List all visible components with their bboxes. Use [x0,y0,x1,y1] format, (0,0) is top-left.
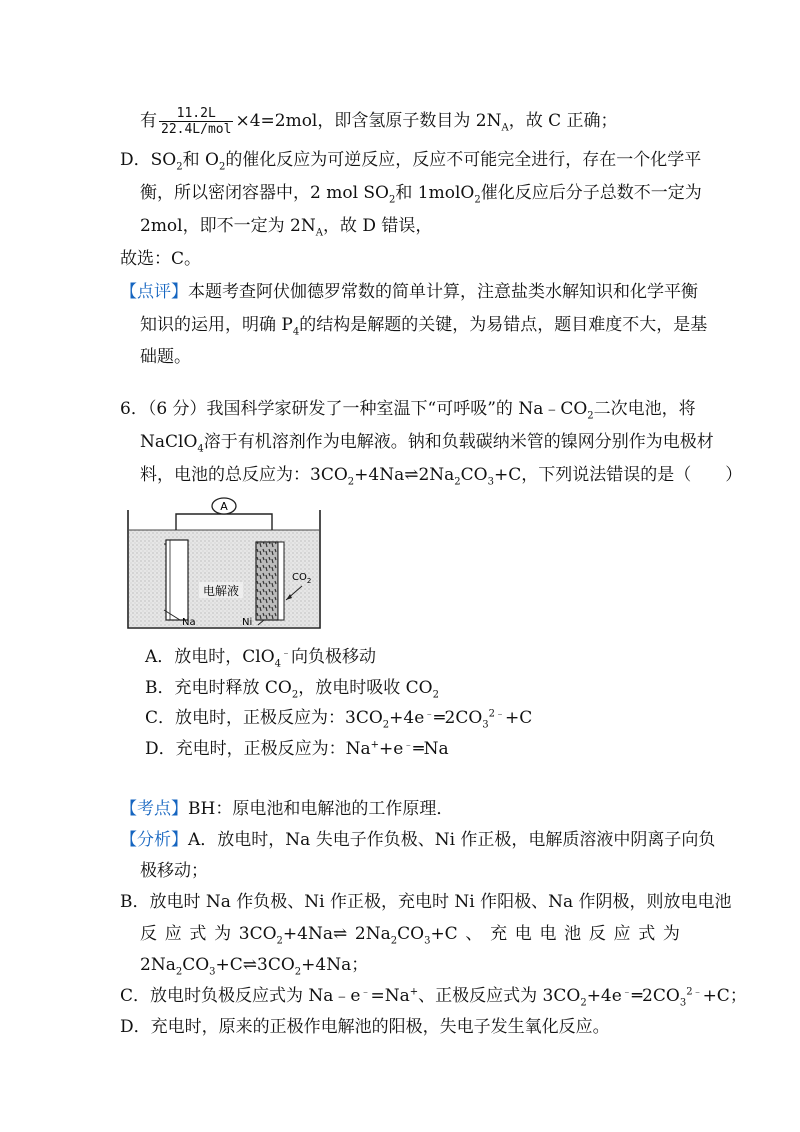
fenxi-line1: 【分析】A．放电时，Na 失电子作负极、Ni 作正极，电解质溶液中阴离子向负 [120,830,716,850]
circuit-wire [176,514,272,530]
analysis-b-line3: $2Na_2CO_3+C\rightleftharpoons 3CO_2+4Na$； [140,955,369,978]
ammeter-label: A [220,500,228,513]
analysis-b-line2: 反 应 式 为 $3CO_2+4Na\rightleftharpoons$ $2Na_2CO_3+C$ 、 充 电 电 池 反 应 式 为 [140,924,680,947]
question-6-line3: 料，电池的总反应为：$3CO_2+4Na\rightleftharpoons 2Na_2CO_3+C$，下列说法错误的是（ ） [140,465,743,488]
option-c: C．放电时，正极反应为：$3CO_2+4e^﹣═2CO_3^{2﹣}+C$ [145,708,533,731]
ni-electrode [256,542,284,620]
ammeter-icon [212,498,236,514]
question-6-line2: NaClO$_4$溶于有机溶剂作为电解液。钠和负载碳纳米管的镍网分别作为电极材 [140,432,714,455]
battery-diagram [124,492,324,634]
option-d: D．充电时，正极反应为：Na++e﹣═Na [145,739,449,759]
electrolyte-label: 电解液 [202,584,240,598]
analysis-b-line1: B．放电时 Na 作负极、Ni 作正极，充电时 Ni 作阳极、Na 作阴极，则放电电池 [120,892,732,912]
comment-tag: 【点评】 [120,282,188,302]
option-d-explanation-line1: D．$SO_2$和 $O_2$的催化反应为可逆反应，反应不可能完全进行，存在一个化学平 [120,150,702,173]
fraction-denominator: 22.4L/mol [161,122,232,137]
electrolyte-solution [129,530,319,627]
option-a: A．放电时，ClO$_4$﹣向负极移动 [145,647,377,670]
fenxi-line2: 极移动； [140,861,208,881]
analysis-c-line: C．放电时负极反应式为 Na﹣e﹣=Na+、正极反应式为 $3CO_2+4e^﹣═2CO_3^{2﹣}+C$； [120,986,747,1009]
co2-label: $CO_2$ [292,572,312,585]
comment-line1: 【点评】本题考查阿伏伽德罗常数的简单计算，注意盐类水解知识和化学平衡 [120,282,698,302]
option-d-explanation-line3: 2mol，即不一定为 $2N_A$，故 D 错误， [140,216,433,239]
fenxi-tag: 【分析】 [120,830,188,850]
option-b: B．充电时释放 $CO_2$，放电时吸收 $CO_2$ [145,678,439,701]
kaodian-line: 【考点】BH：原电池和电解池的工作原理． [120,799,454,819]
question-6-line1: 6．（6 分）我国科学家研发了一种室温下“可呼吸”的 $Na﹣CO_2$二次电池，将 [120,399,696,422]
fraction-numerator: 11.2L [159,106,233,122]
na-label: Na [182,617,196,628]
ni-label: Ni [242,617,253,628]
fraction [159,106,233,137]
comment-line3: 础题。 [140,347,191,367]
beaker [128,510,320,628]
na-electrode [164,540,188,620]
calc-line: 有 $\frac{11.2L}{\text{22.4L/mol}}$ ×4=2mol，即含氢原子数目为 $2N_A$，故 C 正确； [140,106,618,137]
analysis-d-line: D．充电时，原来的正极作电解池的阳极，失电子发生氧化反应。 [120,1017,610,1037]
option-d-explanation-line2: 衡，所以密闭容器中，2 mol $SO_2$和 1molO$_2$催化反应后分子总数不一定为 [140,183,702,206]
comment-line2: 知识的运用，明确 $P_4$的结构是解题的关键，为易错点，题目难度不大，是基 [140,315,708,338]
answer-line: 故选：C。 [120,249,202,269]
kaodian-tag: 【考点】 [120,799,188,819]
